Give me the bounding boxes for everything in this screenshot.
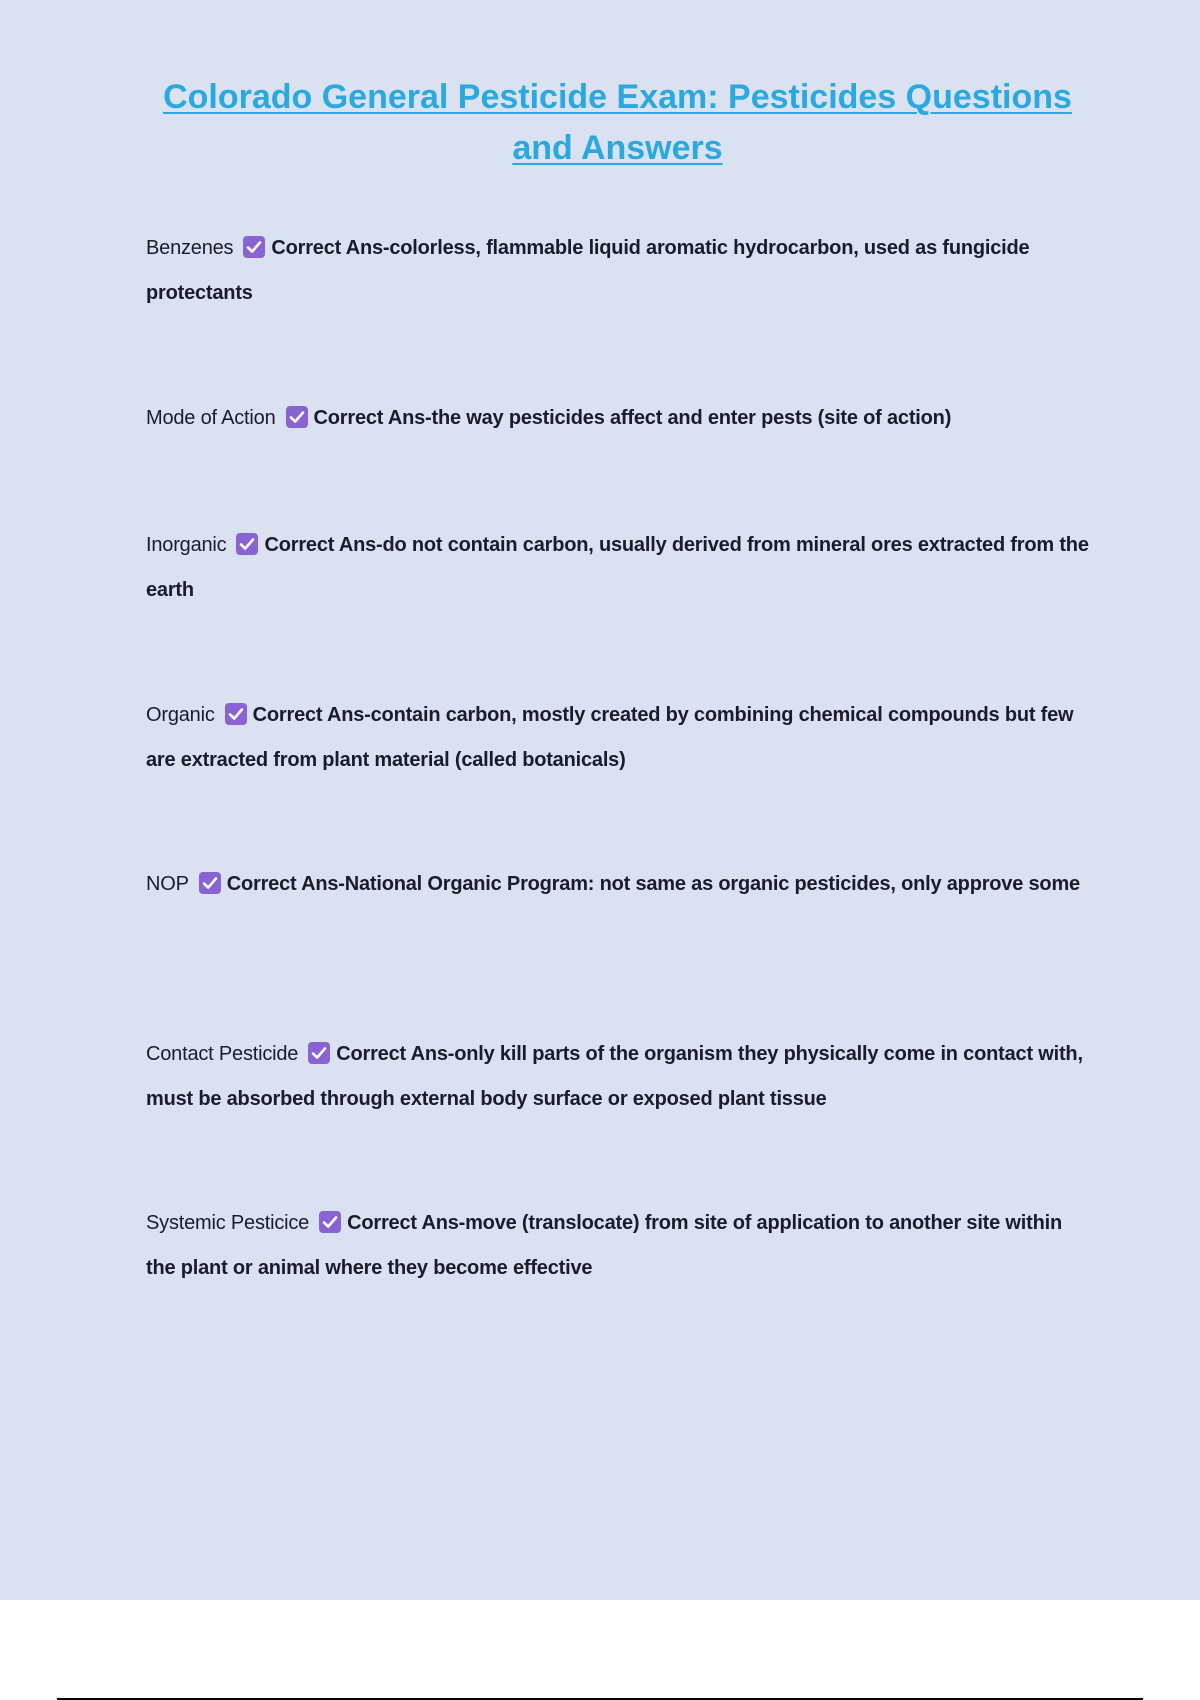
qa-term: Benzenes [146,237,234,259]
qa-answer: Correct Ans-the way pesticides affect and enter pests (site of action) [313,407,952,429]
qa-item-inorganic [146,523,1094,613]
checkbox-checked-icon [235,532,259,556]
checkbox-checked-icon [307,1041,331,1065]
qa-item-benzenes [146,226,1094,316]
qa-item-mode-of-action [146,396,1094,441]
qa-answer: Correct Ans-National Organic Program: not same as organic pesticides, only approve some [226,873,1080,895]
checkbox-checked-icon [318,1210,342,1234]
qa-item-nop [146,862,1094,907]
checkbox-checked-icon [242,235,266,259]
qa-term: Systemic Pesticice [146,1212,310,1234]
qa-term: Organic [146,704,215,726]
qa-item-contact-pesticide [146,1032,1094,1122]
qa-answer: Correct Ans-only kill parts of the organism they physically come in contact with, must be absorbed through external body surface or exposed plant tissue [146,1043,1083,1110]
qa-answer: Correct Ans-do not contain carbon, usually derived from mineral ores extracted from the earth [146,534,1089,601]
qa-answer: Correct Ans-move (translocate) from site of application to another site within the plant or animal where they become effective [146,1212,1062,1279]
qa-term: Contact Pesticide [146,1043,299,1065]
checkbox-checked-icon [198,871,222,895]
qa-item-systemic-pesticide [146,1201,1094,1291]
qa-term: Mode of Action [146,407,276,429]
document-title: Colorado General Pesticide Exam: Pesticides Questions and Answers [163,78,1072,167]
qa-answer: Correct Ans-contain carbon, mostly created by combining chemical compounds but few are extracted from plant material (called botanicals) [146,704,1074,771]
checkbox-checked-icon [224,702,248,726]
qa-answer: Correct Ans-colorless, flammable liquid aromatic hydrocarbon, used as fungicide protectants [146,237,1030,304]
checkbox-checked-icon [285,405,309,429]
qa-term: NOP [146,873,189,895]
qa-item-organic [146,693,1094,783]
qa-term: Inorganic [146,534,227,556]
